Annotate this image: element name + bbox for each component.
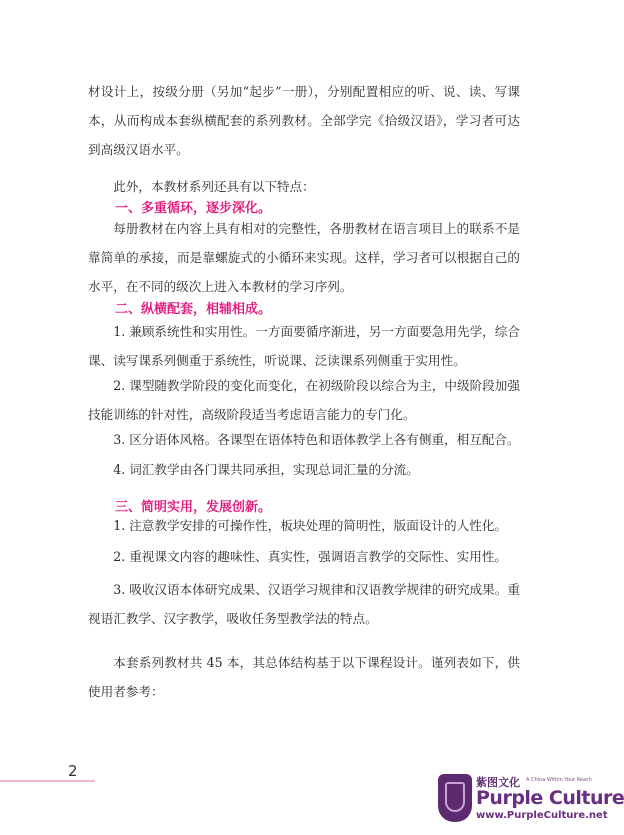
- section-heading-1: 一、多重循环，逐步深化。: [115, 201, 272, 216]
- section-2-item-4: 4. 词汇教学由各门课共同承担，实现总词汇量的分流。: [113, 462, 419, 477]
- section-2-item-2: 2. 课型随教学阶段的变化而变化，在初级阶段以综合为主，中级阶段加强技能训练的针对性，高级阶段适当考虑语言能力的专门化。: [88, 378, 520, 422]
- section-3-item-1: 1. 注意教学安排的可操作性，板块处理的简明性，版面设计的人性化。: [113, 518, 508, 533]
- footer-rule: [0, 780, 95, 782]
- page-number: 2: [68, 762, 78, 780]
- watermark-chinese: 紫图文化: [476, 776, 520, 789]
- intro-paragraph: 材设计上，按级分册（另加“起步”一册），分别配置相应的听、说、读、写课本，从而构成本套纵横配套的系列教材。全部学完《拾级汉语》，学习者可达到高级汉语水平。: [88, 84, 520, 157]
- section-1-paragraph-1: 每册教材在内容上具有相对的完整性，各册教材在语言项目上的联系不是靠简单的承接，而是靠螺旋式的小循环来实现。这样，学习者可以根据自己的水平，在不同的级次上进入本教材的学习序列。: [88, 221, 520, 294]
- section-2-item-1: 1. 兼顾系统性和实用性。一方面要循序渐进，另一方面要急用先学，综合课、读写课系列侧重于系统性，听说课、泛读课系列侧重于实用性。: [88, 324, 520, 368]
- section-3-item-3: 3. 吸收汉语本体研究成果、汉语学习规律和汉语教学规律的研究成果。重视语汇教学、汉字教学，吸收任务型教学法的特点。: [88, 582, 520, 626]
- section-2-item-3: 3. 区分语体风格。各课型在语体特色和语体教学上各有侧重，相互配合。: [113, 432, 520, 447]
- section-3-item-2: 2. 重视课文内容的趣味性、真实性，强调语言教学的交际性、实用性。: [113, 549, 508, 564]
- section-heading-3: 三、简明实用，发展创新。: [115, 500, 272, 515]
- purple-culture-watermark: [438, 772, 624, 827]
- features-lead: 此外，本教材系列还具有以下特点：: [113, 179, 315, 194]
- seal-logo-icon: [438, 774, 472, 822]
- watermark-tagline: A China Within Your Reach: [526, 777, 592, 783]
- watermark-url: www.PurpleCulture.net: [476, 810, 608, 821]
- section-heading-2: 二、纵横配套，相辅相成。: [115, 302, 272, 317]
- watermark-brand: Purple Culture: [476, 787, 624, 809]
- closing-paragraph: 本套系列教材共 45 本，其总体结构基于以下课程设计。谨列表如下，供使用者参考：: [88, 655, 520, 699]
